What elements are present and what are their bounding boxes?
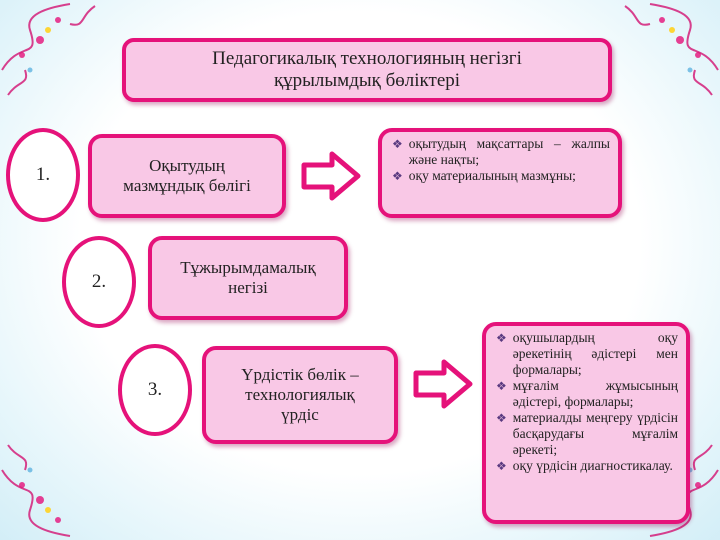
- title-line-2: құрылымдық бөліктері: [273, 70, 461, 91]
- part-2-number: 2.: [62, 236, 136, 328]
- part-1-line-2: мазмұндық бөлігі: [123, 176, 251, 195]
- part-3-line-2: технологиялық: [245, 385, 355, 404]
- part-2-line-1: Тұжырымдамалық: [180, 258, 316, 277]
- part-1-number: 1.: [6, 128, 80, 222]
- part-3-number: 3.: [118, 344, 192, 436]
- content-list-box: [378, 128, 622, 218]
- diamond-bullet-icon: ❖: [496, 459, 507, 473]
- part-1-box: [88, 134, 286, 218]
- diamond-bullet-icon: ❖: [392, 137, 403, 151]
- arrow-right-icon: [300, 150, 362, 202]
- list-item: ❖ мұғалім жұмысының әдістері, формалары;: [496, 378, 678, 409]
- arrow-right-icon: [412, 358, 474, 410]
- list-item: ❖ оқу үрдісін диагностикалау.: [496, 458, 673, 473]
- list-item: ❖ материалды меңгеру үрдісін басқарудағы мұғалім әрекеті;: [496, 410, 678, 457]
- title-box: [122, 38, 612, 102]
- part-3-line-1: Үрдістік бөлік –: [241, 365, 359, 384]
- diamond-bullet-icon: ❖: [496, 331, 507, 345]
- list-item: ❖ оқу материалының мазмұны;: [392, 168, 576, 183]
- part-3-box: [202, 346, 398, 444]
- diamond-bullet-icon: ❖: [392, 169, 403, 183]
- part-2-line-2: негізі: [228, 278, 268, 297]
- part-1-line-1: Оқытудың: [149, 156, 225, 175]
- diamond-bullet-icon: ❖: [496, 379, 507, 393]
- list-item: ❖ оқушылардың оқу әрекетінің әдістері мен формалары;: [496, 330, 678, 377]
- diamond-bullet-icon: ❖: [496, 411, 507, 425]
- title-line-1: Педагогикалық технологияның негізгі: [212, 48, 522, 69]
- list-item: ❖ оқытудың мақсаттары – жалпы және нақты;: [392, 136, 610, 167]
- process-list-box: [482, 322, 690, 524]
- part-3-line-3: үрдіс: [281, 405, 319, 424]
- part-2-box: [148, 236, 348, 320]
